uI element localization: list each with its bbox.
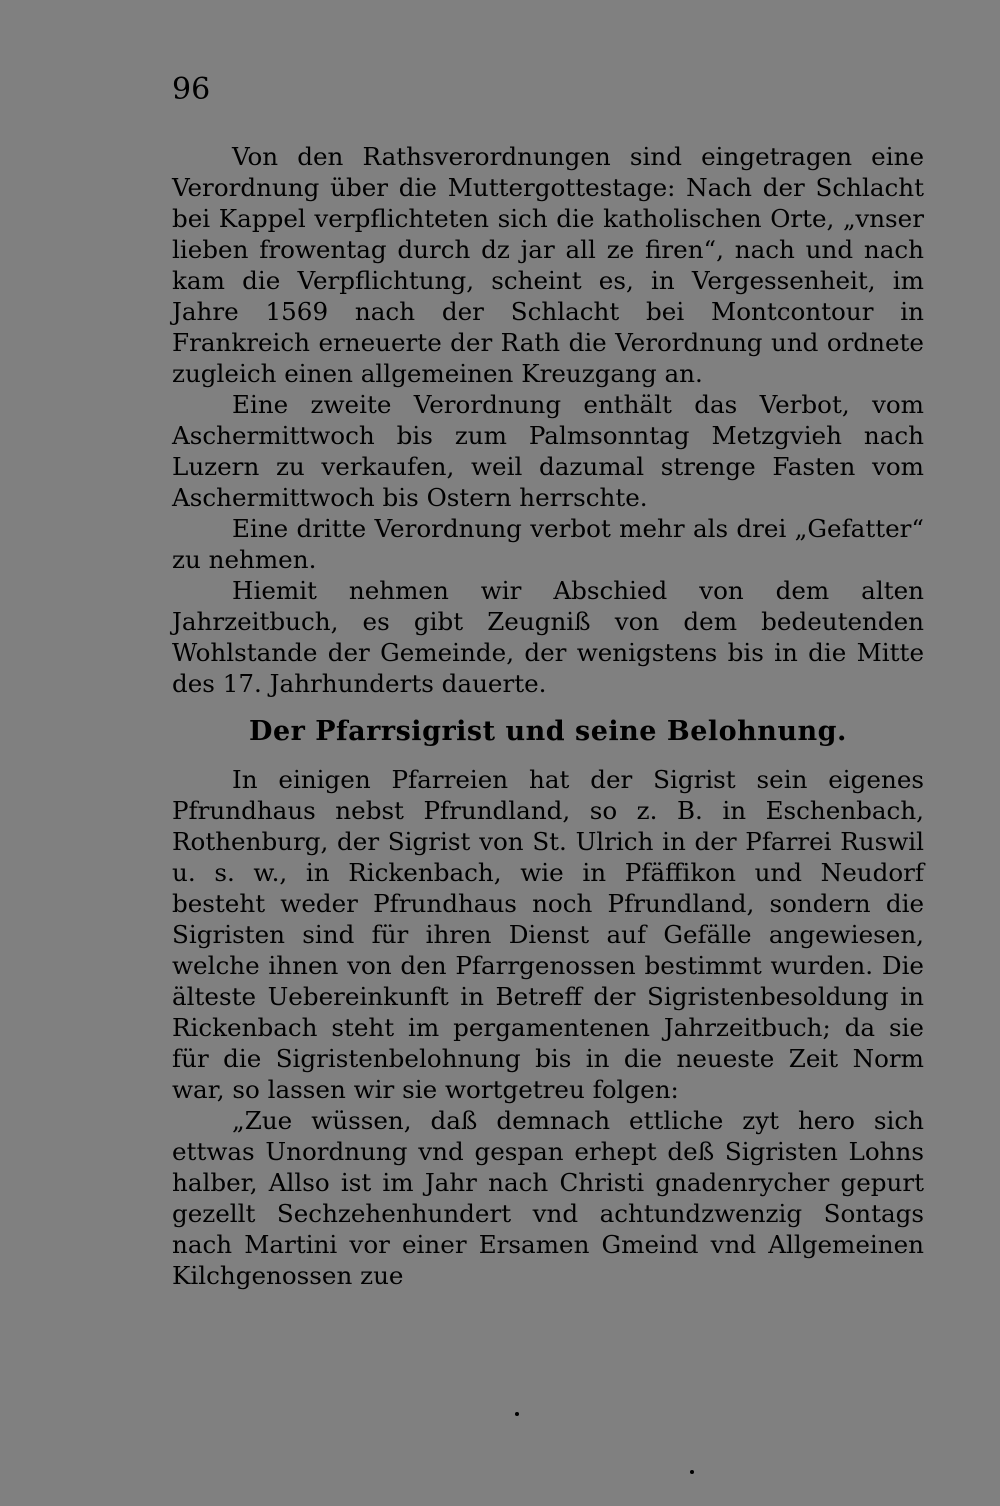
- print-speck: [515, 1412, 519, 1416]
- paragraph: In einigen Pfarreien hat der Sigrist sein eigenes Pfrundhaus nebst Pfrundland, so z. B. in Eschenbach, Rothenburg, der Sigrist von St. Ulrich in der Pfarrei Ruswil u. s. w., in Rickenbach, wie in Pfäffikon und Neudorf besteht weder Pfrundhaus noch Pfrundland, sondern die Sigristen sind für ihren Dienst auf Gefälle angewiesen, welche ihnen von den Pfarrgenossen bestimmt wurden. Die älteste Uebereinkunft in Betreff der Sigristenbesoldung in Rickenbach steht im pergamentenen Jahrzeitbuch; da sie für die Sigristenbelohnung bis in die neueste Zeit Norm war, so lassen wir sie wortgetreu folgen:: [172, 765, 924, 1104]
- paragraph: Von den Rathsverordnungen sind eingetragen eine Verordnung über die Muttergottestage: Nach der Schlacht bei Kappel verpflichteten sich die katholischen Orte, „vnser lieben frowentag durch dz jar all ze firen“, nach und nach kam die Verpflichtung, scheint es, in Vergessenheit, im Jahre 1569 nach der Schlacht bei Montcontour in Frankreich erneuerte der Rath die Verordnung und ordnete zugleich einen allgemeinen Kreuzgang an.: [172, 142, 924, 388]
- section-heading: Der Pfarrsigrist und seine Belohnung.: [249, 716, 847, 747]
- paragraph: „Zue wüssen, daß demnach ettliche zyt hero sich ettwas Unordnung vnd gespan erhept deß Sigristen Lohns halber, Allso ist im Jahr nach Christi gnadenrycher gepurt gezellt Sechzehenhundert vnd achtundzwenzig Sontags nach Martini vor einer Ersamen Gmeind vnd Allgemeinen Kilchgenossen zue: [172, 1106, 924, 1290]
- page-number: 96: [172, 72, 211, 107]
- text-section-2: [172, 764, 924, 1291]
- paragraph: Eine zweite Verordnung enthält das Verbot, vom Aschermittwoch bis zum Palmsonntag Metzgvieh nach Luzern zu verkaufen, weil dazumal strenge Fasten vom Aschermittwoch bis Ostern herrschte.: [172, 390, 924, 512]
- paragraph: Eine dritte Verordnung verbot mehr als drei „Gefatter“ zu nehmen.: [172, 514, 924, 574]
- paragraph: Hiemit nehmen wir Abschied von dem alten Jahrzeitbuch, es gibt Zeugniß von dem bedeutenden Wohlstande der Gemeinde, der wenigstens bis in die Mitte des 17. Jahrhunderts dauerte.: [172, 576, 924, 698]
- text-section-1: [172, 141, 924, 699]
- print-speck: [690, 1470, 694, 1474]
